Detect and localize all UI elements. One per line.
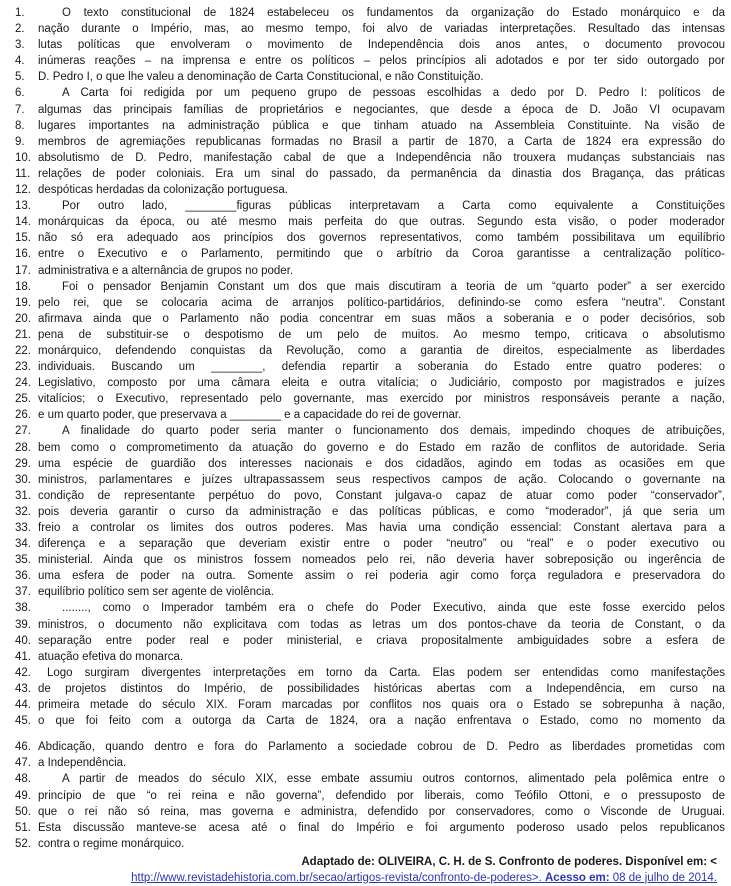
line-number: 22. bbox=[15, 344, 31, 357]
line-text: Logo surgiram divergentes interpretações em torno da Carta. Elas podem ser entendidas como manifestações bbox=[47, 666, 725, 679]
line-text: lutas políticas que envolveram o movimento de Independência dois anos antes, o documento provocou bbox=[38, 39, 725, 52]
line-text: relações de poder coloniais. Era um sinal do passado, da permanência da dinastia dos Bragança, das práticas bbox=[38, 167, 725, 180]
line-number: 3. bbox=[15, 39, 25, 52]
line-number: 18. bbox=[15, 280, 31, 293]
source-credit: Adaptado de: OLIVEIRA, C. H. de S. Confronto de poderes. Disponível em: < bbox=[301, 855, 717, 868]
line-text: ........, como o Imperador também era o chefe do Poder Executivo, ainda que este fosse exercido pelos bbox=[62, 602, 725, 615]
line-text: contra o regime monárquico. bbox=[38, 837, 185, 850]
line-number: 17. bbox=[15, 264, 31, 277]
line-number: 4. bbox=[15, 55, 25, 68]
line-text: bem como o comprometimento da atuação do governo e do Estado em razão de conflitos de autoridade. Seria bbox=[38, 441, 725, 454]
line-number: 42. bbox=[15, 666, 31, 679]
text-line bbox=[0, 472, 725, 488]
text-line bbox=[0, 102, 725, 118]
text-line bbox=[0, 697, 725, 713]
line-text: princípio de que “o rei reina e não governa”, defendido por liberais, como Teófilo Ottoni, e o pressuposto de bbox=[38, 789, 725, 802]
line-number: 50. bbox=[15, 805, 31, 818]
line-number: 38. bbox=[15, 602, 31, 615]
line-number: 1. bbox=[15, 7, 25, 19]
text-line bbox=[0, 327, 725, 343]
text-line bbox=[0, 5, 725, 21]
line-number: 2. bbox=[15, 23, 25, 36]
text-line bbox=[0, 343, 725, 359]
line-text: Por outro lado, ________figuras públicas interpretavam a Carta como equivalente a Constituições bbox=[62, 200, 725, 213]
line-text: vitalícios; o Executivo, representado pelo governante, mas exercido por ministros responsáveis perante a nação, bbox=[38, 393, 725, 406]
line-text: condição de representante perpétuo do povo, Constant julgava-o capaz de atuar como poder “conservador”, bbox=[38, 489, 725, 502]
line-number: 26. bbox=[15, 409, 31, 422]
line-text: monárquico, defendendo conquistas da Revolução, como a garantia de direitos, especialmente as liberdades bbox=[38, 344, 725, 357]
line-text: algumas das principais famílias de proprietários e negociantes, que desde a época de D. João VI ocupavam bbox=[38, 103, 725, 116]
text-line bbox=[0, 85, 725, 101]
text-line bbox=[0, 263, 725, 279]
line-text: separação entre poder real e poder ministerial, e criava propositalmente ambiguidades sobre a esfera de bbox=[38, 634, 725, 647]
lines bbox=[0, 5, 725, 852]
text-line bbox=[0, 755, 725, 771]
line-number: 41. bbox=[15, 650, 31, 663]
text-line bbox=[0, 423, 725, 439]
text-line bbox=[0, 21, 725, 37]
line-text: monárquicas da época, ou até mesmo mais perfeita do que outras. Segundo esta visão, o poder moderador bbox=[38, 216, 725, 229]
text-line bbox=[0, 584, 725, 600]
text-line bbox=[0, 633, 725, 649]
line-text: administrativa e a alternância de grupos no poder. bbox=[38, 264, 294, 277]
text-line bbox=[0, 804, 725, 820]
text-line bbox=[0, 739, 725, 755]
text-line bbox=[0, 311, 725, 327]
text-line bbox=[0, 407, 725, 423]
line-text: pelo rei, que se colocaria acima de arranjos político-partidários, definindo-se como esfera “neutra”. Constant bbox=[38, 296, 725, 309]
line-text: A Carta foi redigida por um pequeno grupo de pessoas escolhidas a dedo por D. Pedro I: políticos de bbox=[62, 87, 725, 100]
line-text: pena de substituir-se o despotismo de um pelo de muitos. Ao mesmo tempo, criticava o absolutismo bbox=[38, 328, 725, 341]
line-number: 37. bbox=[15, 586, 31, 599]
text-line bbox=[0, 37, 725, 53]
source-link[interactable] bbox=[131, 872, 717, 884]
line-number: 24. bbox=[15, 377, 31, 390]
access-label: Acesso em: bbox=[545, 871, 610, 884]
text-line bbox=[0, 359, 725, 375]
line-text: O texto constitucional de 1824 estabeleceu os fundamentos da organização do Estado monárquico e da bbox=[62, 7, 725, 19]
line-number: 30. bbox=[15, 473, 31, 486]
text-line bbox=[0, 279, 725, 295]
line-text: D. Pedro I, o que lhe valeu a denominação de Carta Constitucional, e não Constituição. bbox=[38, 71, 484, 84]
line-text: individuais. Buscando um ________, defendia repartir a soberania do Estado entre quatro poderes: o bbox=[38, 361, 725, 374]
text-line bbox=[0, 568, 725, 584]
line-number: 40. bbox=[15, 634, 31, 647]
line-number: 12. bbox=[15, 184, 31, 197]
line-number: 27. bbox=[15, 425, 31, 438]
line-text: entre o Executivo e o Parlamento, permitindo que o arbítrio da Coroa garantisse a centralização político- bbox=[38, 248, 725, 261]
text-line bbox=[0, 788, 725, 804]
text-line bbox=[0, 166, 725, 182]
line-number: 20. bbox=[15, 312, 31, 325]
text-line bbox=[0, 600, 725, 616]
line-text: despóticas herdadas da colonização portuguesa. bbox=[38, 184, 288, 197]
text-line bbox=[0, 649, 725, 665]
line-number: 25. bbox=[15, 393, 31, 406]
text-line bbox=[0, 617, 725, 633]
line-number: 34. bbox=[15, 538, 31, 551]
line-number: 9. bbox=[15, 135, 25, 148]
line-number: 23. bbox=[15, 361, 31, 374]
line-number: 33. bbox=[15, 522, 31, 534]
line-text: ministros, parlamentares e juízes ultrapassassem seus respectivos campos de ação. Colocando o governante na bbox=[38, 473, 725, 486]
line-number: 28. bbox=[15, 441, 31, 454]
text-line bbox=[0, 836, 725, 852]
text-line bbox=[0, 440, 725, 456]
text-line bbox=[0, 134, 725, 150]
source-url[interactable]: http://www.revistadehistoria.com.br/secao/artigos-revista/confronto-de-poderes>. bbox=[131, 871, 542, 884]
line-number: 16. bbox=[15, 248, 31, 261]
line-text: A finalidade do quarto poder seria manter o funcionamento dos demais, impedindo choques de atribuições, bbox=[62, 425, 725, 438]
text-line bbox=[0, 456, 725, 472]
text-line bbox=[0, 504, 725, 520]
line-text: lugares importantes na administração pública e que tinham atuado na Assembleia Constituinte. Na visão de bbox=[38, 119, 725, 132]
line-text: o que foi feito com a outorga da Carta de 1824, ora a nação enfrentava o Estado, como no momento da bbox=[38, 715, 725, 728]
line-number: 32. bbox=[15, 505, 31, 518]
line-text: afirmava ainda que o Parlamento não podia concentrar em suas mãos a soberania e o poder decisórios, sob bbox=[38, 312, 725, 325]
line-number: 35. bbox=[15, 554, 31, 567]
line-text: primeira metade do século XIX. Foram marcadas por conflitos nos quais ora o Estado se sobrepunha à nação, bbox=[38, 699, 725, 712]
text-line bbox=[0, 391, 725, 407]
line-number: 48. bbox=[15, 773, 31, 786]
line-number: 7. bbox=[15, 103, 25, 116]
line-number: 15. bbox=[15, 232, 31, 245]
line-number: 19. bbox=[15, 296, 31, 309]
line-number: 36. bbox=[15, 570, 31, 583]
text-line bbox=[0, 53, 725, 69]
line-text: Foi o pensador Benjamin Constant um dos que mais discutiram a teoria de um “quarto poder” a ser exercido bbox=[62, 280, 725, 293]
line-text: inúmeras reações – na imprensa e entre os políticos – pelos princípios ali adotados e por ter sido outorgado por bbox=[38, 55, 725, 68]
line-text: Legislativo, composto por uma câmara eleita e outra vitalícia; o Judiciário, composto por magistrados e juízes bbox=[38, 377, 725, 390]
line-text: ministerial. Ainda que os ministros fossem nomeados pelo rei, não deveria haver sobreposição ou ingerência de bbox=[38, 554, 725, 567]
line-number: 31. bbox=[15, 489, 31, 502]
line-number: 39. bbox=[15, 618, 31, 631]
line-text: atuação efetiva do monarca. bbox=[38, 650, 184, 663]
line-text: uma espécie de guardião dos interesses nacionais e dos cidadãos, agindo em todas as ocasiões em que bbox=[38, 457, 725, 470]
line-text: freio a controlar os limites dos outros poderes. Mas havia uma condição essencial: Constant alertava para a bbox=[38, 522, 725, 534]
text-line bbox=[0, 182, 725, 198]
text-line bbox=[0, 771, 725, 787]
line-text: Abdicação, quando dentro e fora do Parlamento a sociedade cobrou de D. Pedro as liberdades prometidas com bbox=[38, 741, 725, 754]
line-text: de projetos distintos do Império, de possibilidades históricas abertas com a Independência, em curso na bbox=[38, 682, 725, 695]
text-line bbox=[0, 230, 725, 246]
text-line bbox=[0, 536, 725, 552]
line-number: 52. bbox=[15, 837, 31, 850]
line-number: 51. bbox=[15, 821, 31, 834]
line-text: A partir de meados do século XIX, esse embate assumiu outros contornos, alimentado pela polêmica entre o bbox=[62, 773, 725, 786]
line-number: 11. bbox=[15, 167, 31, 180]
line-number: 43. bbox=[15, 682, 31, 695]
line-number: 6. bbox=[15, 87, 25, 100]
text-line bbox=[0, 198, 725, 214]
text-line bbox=[0, 713, 725, 729]
line-number: 45. bbox=[15, 715, 31, 728]
text-line bbox=[0, 681, 725, 697]
text-line bbox=[0, 552, 725, 568]
line-text: equilíbrio político sem ser agente de violência. bbox=[38, 586, 274, 599]
line-text: absolutismo de D. Pedro, manifestação cabal de que a Independência não trouxera mudanças substanciais nas bbox=[38, 151, 725, 164]
line-number: 46. bbox=[15, 741, 31, 754]
line-text: não só era adequado aos princípios dos governos representativos, como também possibilitava um equilíbrio bbox=[38, 232, 725, 245]
text-line bbox=[0, 214, 725, 230]
line-number: 5. bbox=[15, 71, 25, 84]
text-line bbox=[0, 69, 725, 85]
line-text: pois deveria garantir o curso da administração e das políticas públicas, e como “moderador”, já que seria um bbox=[38, 505, 725, 518]
text-line bbox=[0, 520, 725, 536]
line-text: nação durante o Império, mas, ao mesmo tempo, foi alvo de variadas interpretações. Resultado das intensas bbox=[38, 23, 725, 36]
line-number: 13. bbox=[15, 200, 31, 213]
line-text: que o rei não só reina, mas governa e administra, defendido por conservadores, como o Visconde de Uruguai. bbox=[38, 805, 725, 818]
line-text: ministros, o documento não explicitava com todas as letras um dos pontos-chave da teoria de Constant, o da bbox=[38, 618, 725, 631]
line-number: 21. bbox=[15, 328, 31, 341]
source-footer bbox=[0, 855, 725, 886]
line-number: 44. bbox=[15, 699, 31, 712]
line-text: diferença e a separação que deveriam existir entre o poder “neutro” ou “real” e o poder executivo ou bbox=[38, 538, 725, 551]
line-number: 10. bbox=[15, 151, 31, 164]
line-text: Esta discussão manteve-se acesa até o final do Império e foi argumento poderoso usado pelos republicanos bbox=[38, 821, 725, 834]
line-text: membros de agremiações republicanas formadas no Brasil a partir de 1870, a Carta de 1824 era expressão do bbox=[38, 135, 725, 148]
line-number: 47. bbox=[15, 757, 31, 770]
line-number: 49. bbox=[15, 789, 31, 802]
text-line bbox=[0, 665, 725, 681]
line-text: e um quarto poder, que preservava a ________ e a capacidade do rei de governar. bbox=[38, 409, 462, 422]
access-date: 08 de julho de 2014. bbox=[612, 871, 717, 884]
text-line bbox=[0, 375, 725, 391]
line-text: a Independência. bbox=[38, 757, 127, 770]
text-line bbox=[0, 295, 725, 311]
line-text: uma esfera de poder na outra. Somente assim o rei poderia agir como força reguladora e preservadora do bbox=[38, 570, 725, 583]
text-line bbox=[0, 820, 725, 836]
text-line bbox=[0, 150, 725, 166]
source-link-line bbox=[0, 870, 717, 886]
line-number: 14. bbox=[15, 216, 31, 229]
text-line bbox=[0, 246, 725, 262]
line-number: 8. bbox=[15, 119, 25, 132]
text-line bbox=[0, 118, 725, 134]
line-number: 29. bbox=[15, 457, 31, 470]
text-line bbox=[0, 488, 725, 504]
